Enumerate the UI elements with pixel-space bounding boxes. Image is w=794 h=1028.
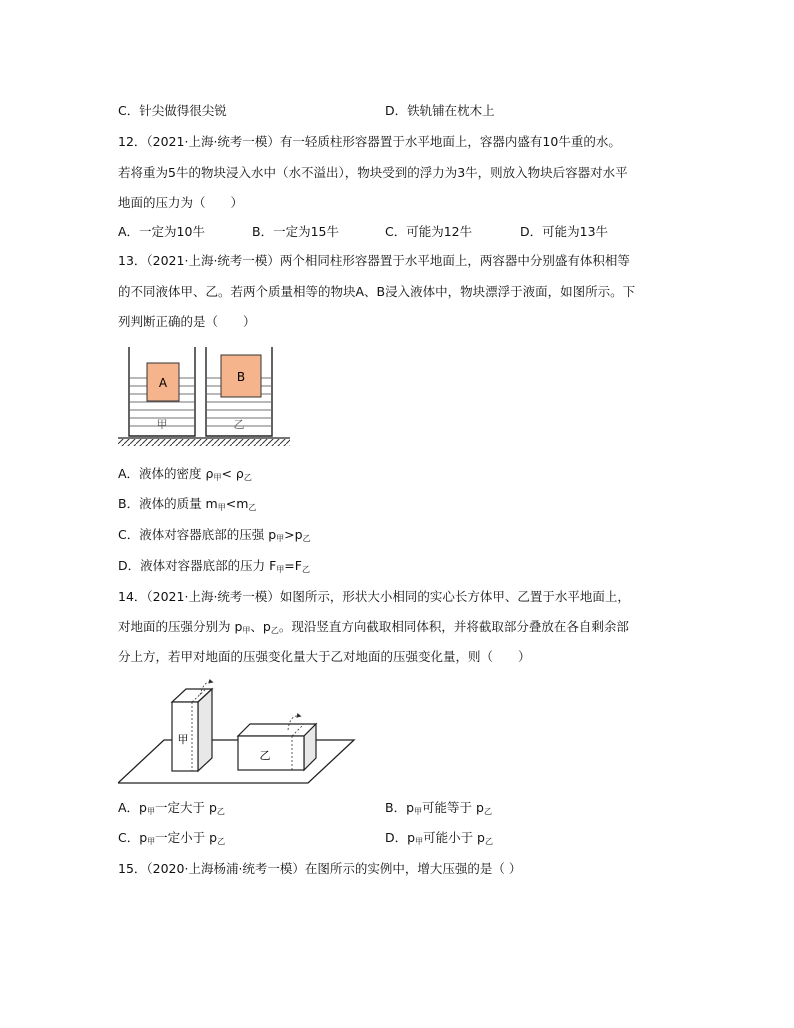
q13-option-c: C．液体对容器底部的压强 $p_甲>p_乙$: [118, 527, 311, 543]
block-b-label: B: [236, 370, 246, 384]
box-2: [238, 724, 316, 770]
q12-stem-line2: 若将重为5牛的物块浸入水中（水不溢出），物块受到的浮力为3牛，则放入物块后容器对水平: [118, 165, 628, 180]
q14-boxes-figure: [118, 672, 358, 788]
q13-option-d: D．液体对容器底部的压力 $F_甲=F_乙$: [118, 558, 310, 574]
q13-stem-line2: 的不同液体甲、乙。若两个质量相等的物块A、B浸入液体中，物块漂浮于液面，如图所示。下: [118, 284, 636, 299]
box-2-label: 乙: [259, 749, 271, 762]
ground-plane: [118, 740, 354, 783]
q15-stem-line1: 15．（2020·上海杨浦·统考一模）在图所示的实例中，增大压强的是（ ）: [118, 861, 522, 876]
q14-stem-line3: 分上方，若甲对地面的压强变化量大于乙对地面的压强变化量，则（ ）: [118, 649, 531, 664]
liquid-1-label: 甲: [156, 418, 168, 431]
box-1: [172, 689, 212, 771]
q13-option-b: B．液体的质量 $m_甲<m_乙$: [118, 496, 257, 512]
q11-option-c: C．针尖做得很尖锐: [118, 103, 227, 118]
q12-stem-line1: 12．（2021·上海·统考一模）有一轻质柱形容器置于水平地面上，容器内盛有10牛重的水。: [118, 134, 621, 149]
ground-hatch: [118, 439, 290, 446]
q12-option-d: D．可能为13牛: [520, 224, 609, 239]
q14-option-a: A．$p_甲$一定大于 $p_乙$: [118, 800, 225, 816]
q14-option-c: C．$p_甲$一定小于 $p_乙$: [118, 830, 226, 846]
q12-option-c: C．可能为12牛: [385, 224, 473, 239]
q11-option-d: D．铁轨铺在枕木上: [385, 103, 495, 118]
block-a-label: A: [158, 376, 168, 390]
q14-stem-line2: 对地面的压强分别为 $p_甲$、$p_乙$。现沿竖直方向截取相同体积，并将截取部分叠放在各自剩余部: [118, 619, 629, 635]
q13-option-a: A．液体的密度 $\rho_甲< \rho_乙$: [118, 466, 252, 482]
q12-option-b: B．一定为15牛: [252, 224, 339, 239]
q14-option-d: D．$p_甲$可能小于 $p_乙$: [385, 830, 493, 846]
q14-stem-line1: 14．（2021·上海·统考一模）如图所示，形状大小相同的实心长方体甲、乙置于水平地面上，: [118, 589, 630, 604]
q13-containers-figure: [118, 342, 294, 452]
q12-stem-line3: 地面的压力为（ ）: [118, 195, 244, 210]
q12-option-a: A．一定为10牛: [118, 224, 205, 239]
q14-option-b: B．$p_甲$可能等于 $p_乙$: [385, 800, 492, 816]
liquid-2-label: 乙: [233, 418, 245, 431]
q13-stem-line1: 13．（2021·上海·统考一模）两个相同柱形容器置于水平地面上，两容器中分别盛有体积相等: [118, 253, 630, 268]
box-1-label: 甲: [177, 733, 189, 746]
q13-stem-line3: 列判断正确的是（ ）: [118, 314, 256, 329]
